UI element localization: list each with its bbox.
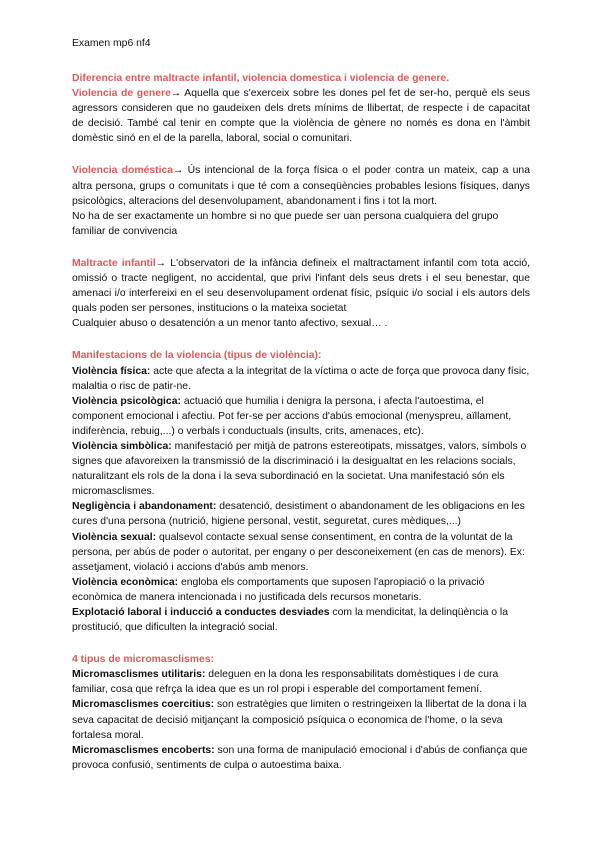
term-child-abuse: Maltracte infantil bbox=[72, 257, 156, 269]
list-item: Violència econòmica: engloba els comportaments que suposen l'apropiació o la privació econòmica de manera intencionada i no justificada dels recursos monetaris. bbox=[72, 576, 485, 603]
section-gender-violence bbox=[72, 71, 530, 146]
list-item: Micromasclismes utilitaris: deleguen en la dona les responsabilitats domèstiques i de cura familiar, cosa que refrça la idea que es un rol propi i esperable del comportament femení. bbox=[72, 669, 499, 696]
definition-gender-violence: Aquella que s'exerceix sobre les dones pel fet de ser-ho, perquè els seus agressors consideren que no gaudeixen dels drets mínims de llibertat, de respecte i de capacitat de decisió. També cal tenir en compte que la violència de gènere no només es dona en l'àmbit domèstic sinó en el de la parella, laboral, social o comunitari. bbox=[72, 88, 530, 145]
note-domestic-violence: No ha de ser exactamente un hombre si no que puede ser uan persona cualquiera del grupo familiar de convivencia bbox=[72, 210, 499, 237]
list-item: Negligència i abandonament: desatenció, desistiment o abandonament de les obligacions en les cures d'una persona (nutrició, higiene personal, vestit, seguretat, cures mèdiques,...) bbox=[72, 501, 525, 528]
definition-domestic-violence: Ús intencional de la força física o el poder contra un mateix, cap a una altra persona, grups o comunitats i que té com a conseqüències probables lesions físiques, danys psicològics, alteracions del desenvolupament, abandonament i fins i tot la mort. bbox=[72, 165, 530, 207]
note-child-abuse: Cualquier abuso o desatención a un menor tanto afectivo, sexual… . bbox=[72, 318, 388, 330]
term-gender-violence: Violencia de genere bbox=[72, 88, 171, 100]
section-heading-differences: Diferencia entre maltracte infantil, violencia domestica i violencia de genere. bbox=[72, 73, 450, 84]
list-item: Violència sexual: qualsevol contacte sexual sense consentiment, en contra de la voluntat de la persona, per abús de poder o autoritat, per engany o per desconeixement (en cas de menors). Ex: assetjament, violació i accions d'abús amb menors. bbox=[72, 531, 525, 573]
section-domestic-violence bbox=[72, 163, 530, 238]
list-item: Micromasclismes coercitius: son estratègies que limiten o restringeixen la llibertat de la dona i la seva capacitat de decisió mitjançant la composició psíquica o economica de l'home, o la seva fortalesa moral. bbox=[72, 699, 527, 741]
definition-child-abuse: L'observatori de la infància defineix el maltractament infantil com tota acció, omissió o tracte negligent, no accidental, que privi l'infant dels seus drets i el seu benestar, que amenaci i/o interfereixi en el seu desenvolupament ordenat físic, psíquic i/o social i els autors dels quals poden ser persones, institucions o la mateixa societat bbox=[72, 257, 530, 315]
arrow-glyph: → bbox=[155, 257, 167, 269]
arrow-glyph: → bbox=[173, 165, 184, 177]
term-domestic-violence: Violencia doméstica bbox=[72, 165, 174, 177]
list-item: Violència psicològica: actuació que humilia i denigra la persona, i afecta l'autoestima, el component emocional i afectiu. Pot fer-se per accions d'abús emocional (menyspreu, aïllament, indiferència, rebuig,...) o verbals i conductuals (insults, crits, amenaces, etc). bbox=[72, 395, 512, 437]
section-child-abuse bbox=[72, 256, 530, 331]
list-item: Violència física: acte que afecta a la integritat de la víctima o acte de força que provoca dany físic, malaltia o risc de patir-ne. bbox=[72, 365, 530, 392]
document-title: Examen mp6 nf4 bbox=[72, 38, 151, 49]
section-violence-types bbox=[72, 348, 530, 635]
list-item: Micromasclismes encoberts: son una forma de manipulació emocional i d'abús de confiança que provoca confusió, sentiments de culpa o autoestima baixa. bbox=[72, 744, 528, 771]
section-heading-violence-types: Manifestacions de la violencia (tipus de violència): bbox=[72, 350, 322, 362]
section-micromachismos bbox=[72, 652, 530, 773]
list-item: Explotació laboral i inducció a conductes desviades com la mendicitat, la delinqüència o la prostitució, que dificulten la integració social. bbox=[72, 607, 509, 634]
section-heading-micromachismos: 4 tipus de micromasclismes: bbox=[72, 654, 215, 666]
arrow-glyph: → bbox=[170, 88, 182, 100]
list-item: Violència simbòlica: manifestació per mitjà de patrons estereotipats, missatges, valors, símbols o signes que afavoreixen la transmissió de la discriminació i la desigualtat en les relacions socials, naturalitzant els rols de la dona i la seva subordinació en la societat. Una manifestació són els micromasclismes. bbox=[72, 440, 527, 498]
